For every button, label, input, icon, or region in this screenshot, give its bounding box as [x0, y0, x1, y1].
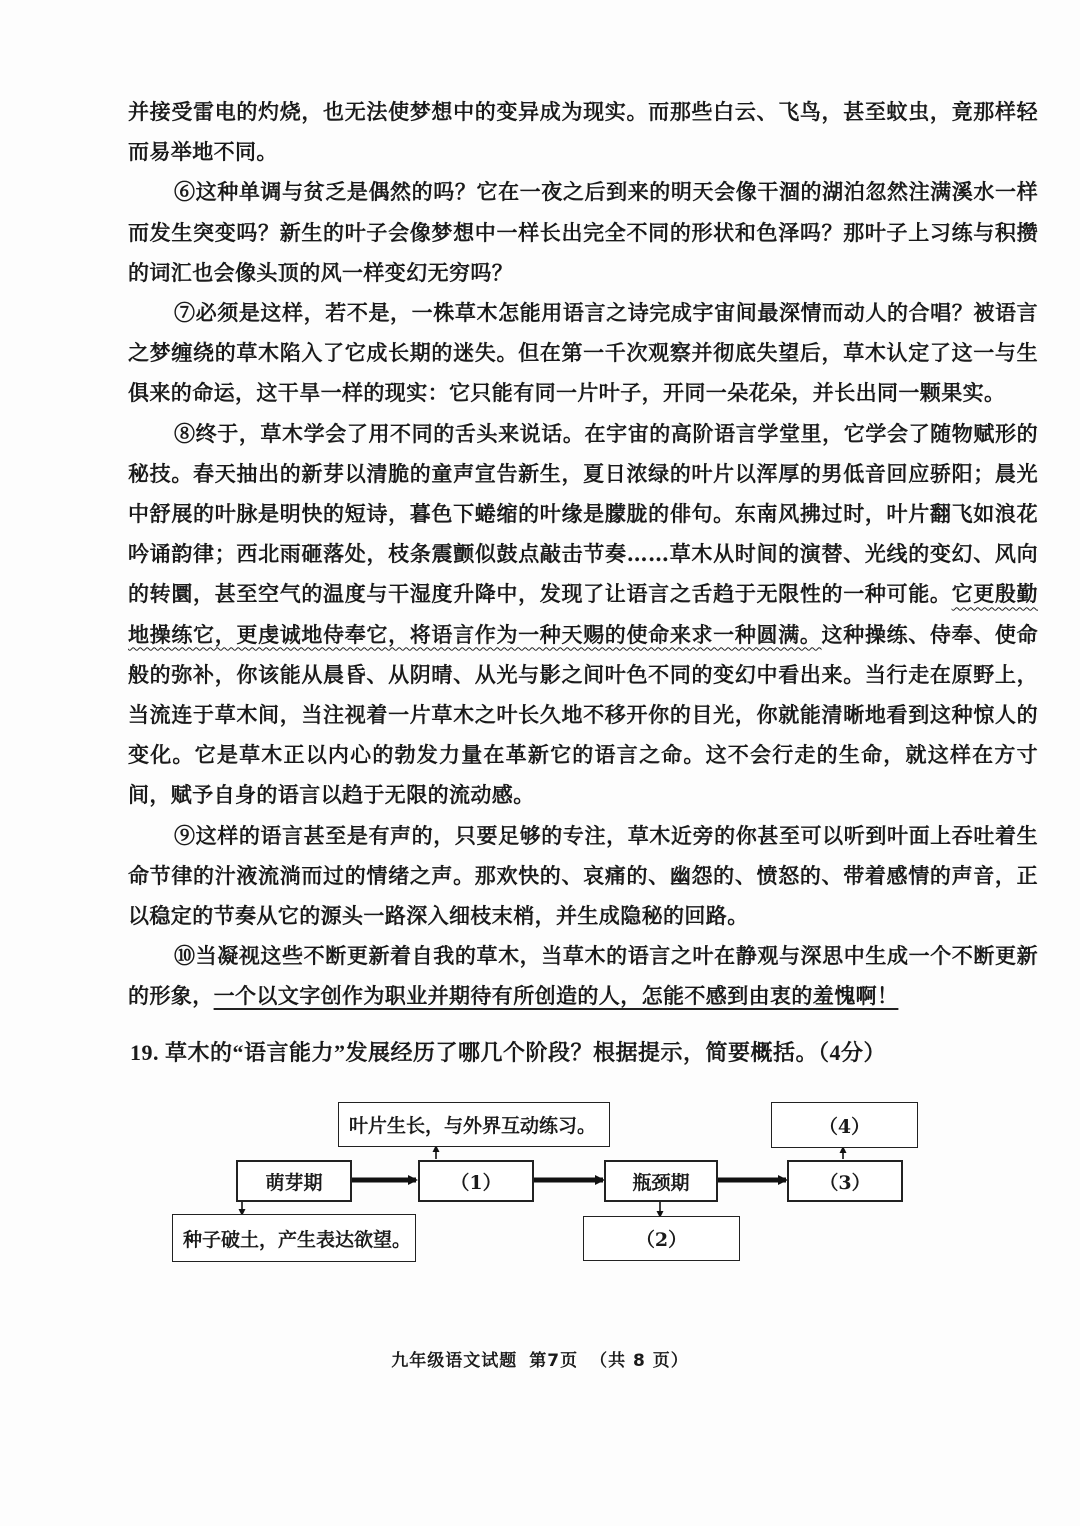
paragraph-7: ⑦必须是这样，若不是，一株草木怎能用语言之诗完成宇宙间最深情而动人的合唱？被语言之梦缠绕的草木陷入了它成长期的迷失。但在第一千次观察并彻底失望后，草木认定了这一与生俱来的命运，这干旱一样的现实：它只能有同一片叶子，开同一朵花朵，并长出同一颗果实。	[128, 300, 1038, 406]
paragraph-6: ⑥这种单调与贫乏是偶然的吗？它在一夜之后到来的明天会像干涸的湖泊忽然注满溪水一样而发生突变吗？新生的叶子会像梦想中一样长出完全不同的形状和色泽吗？那叶子上习练与积攒的词汇也会像头顶的风一样变幻无穷吗？	[128, 179, 1038, 285]
blank-4-box: （4）	[771, 1102, 918, 1148]
page-footer	[0, 1346, 1080, 1371]
reading-passage	[128, 92, 1038, 1017]
underlined-sentence: 一个以文字创作为职业并期待有所创造的人，怎能不感到由衷的羞愧啊！	[213, 983, 899, 1009]
paragraph-10	[128, 936, 1038, 1016]
footer-page-number: 第7页	[529, 1351, 579, 1371]
wavy-underlined-sentence: 它更殷勤地操练它，更虔诚地侍奉它，将语言作为一种天赐的使命来求一种圆满。	[128, 581, 1038, 647]
paragraph-8	[128, 414, 1038, 816]
paragraph-9: ⑨这样的语言甚至是有声的，只要足够的专注，草木近旁的你甚至可以听到叶面上吞吐着生命节律的汁液流淌而过的情绪之声。那欢快的、哀痛的、幽怨的、愤怒的、带着感情的声音，正以稳定的节奏从它的源头一路深入细枝末梢，并生成隐秘的回路。	[128, 822, 1038, 929]
question-19: 19. 草木的“语言能力”发展经历了哪几个阶段？根据提示，简要概括。（4分）	[130, 1040, 887, 1065]
blank-1-note: 叶片生长，与外界互动练习。	[338, 1102, 610, 1147]
blank-2-box: （2）	[583, 1216, 740, 1261]
stage-bottleneck-box: 瓶颈期	[604, 1160, 718, 1202]
blank-1-box: （1）	[418, 1160, 534, 1202]
paragraph-5-tail: 并接受雷电的灼烧，也无法使梦想中的变异成为现实。而那些白云、飞鸟，甚至蚊虫，竟那样轻而易举地不同。	[128, 99, 1038, 165]
blank-3-box: （3）	[787, 1160, 903, 1202]
footer-subject: 九年级语文试题	[391, 1351, 518, 1371]
paragraph-8-part-b: 这种操练、侍奉、使命般的弥补，你该能从晨昏、从阴晴、从光与影之间叶色不同的变幻中看出来。当行走在原野上，当流连于草木间，当注视着一片草木之叶长久地不移开你的目光，你就能清晰地看到这种惊人的变化。它是草木正以内心的勃发力量在革新它的语言之命。这不会行走的生命，就这样在方寸间，赋予自身的语言以趋于无限的流动感。	[128, 621, 1039, 808]
footer-total-pages: （共 8 页）	[590, 1351, 689, 1371]
paragraph-8-part-a: ⑧终于，草木学会了用不同的舌头来说话。在宇宙的高阶语言学堂里，它学会了随物赋形的秘技。春天抽出的新芽以清脆的童声宣告新生，夏日浓绿的叶片以浑厚的男低音回应骄阳；晨光中舒展的叶脉是明快的短诗，暮色下蜷缩的叶缘是朦胧的俳句。东南风拂过时，叶片翻飞如浪花吟诵韵律；西北雨砸落处，枝条震颤似鼓点敲击节奏……草木从时间的演替、光线的变幻、风向的转圜，甚至空气的温度与干湿度升降中，发现了让语言之舌趋于无限性的一种可能。	[128, 420, 1038, 607]
stage-sprouting-note: 种子破土，产生表达欲望。	[172, 1214, 416, 1262]
paragraph-10-part-a: ⑩当凝视这些不断更新着自我的草木，当草木的语言之叶在静观与深思中生成一个不断更新的形象，	[128, 943, 1038, 1009]
stage-sprouting-box: 萌芽期	[236, 1160, 352, 1202]
